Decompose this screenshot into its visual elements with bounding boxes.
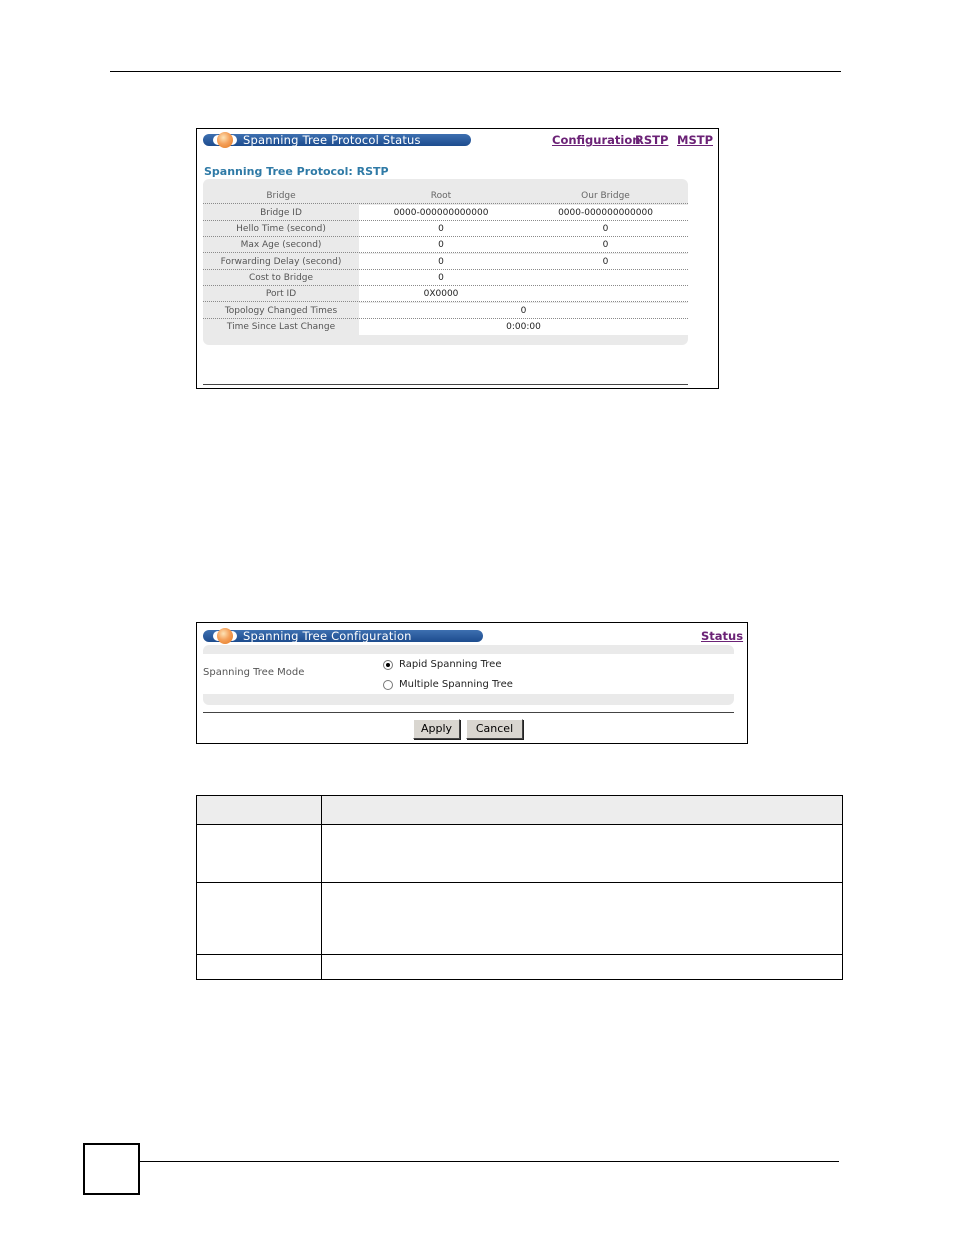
span-value: 0:00:00 xyxy=(506,322,541,332)
status-title: Spanning Tree Protocol Status xyxy=(243,133,421,147)
orb-icon xyxy=(217,628,233,644)
table-row xyxy=(203,237,688,253)
table-row xyxy=(203,319,688,335)
cancel-button[interactable]: Cancel xyxy=(466,719,523,739)
mstp-link[interactable]: MSTP xyxy=(677,133,713,147)
row-label: Topology Changed Times xyxy=(224,306,338,316)
root-value: 0 xyxy=(438,257,444,267)
table-row xyxy=(203,303,688,319)
config-form-row xyxy=(203,654,734,694)
table-header-row xyxy=(197,796,842,825)
header-bridge: Bridge xyxy=(266,191,296,201)
header-root: Root xyxy=(430,191,452,201)
row-label: Forwarding Delay (second) xyxy=(220,257,342,267)
page-number-box xyxy=(83,1143,140,1195)
stp-status-panel xyxy=(196,128,719,389)
table-row xyxy=(203,221,688,237)
radio-unselected-icon[interactable] xyxy=(383,680,393,690)
rstp-link[interactable]: RSTP xyxy=(635,133,669,147)
root-value: 0 xyxy=(438,273,444,283)
root-value: 0X0000 xyxy=(423,289,459,299)
radio-selected-icon[interactable] xyxy=(383,660,393,670)
our-value: 0 xyxy=(602,257,609,267)
table-row xyxy=(203,254,688,270)
table-row xyxy=(203,270,688,286)
root-value: 0000-000000000000 xyxy=(393,208,489,218)
apply-button[interactable]: Apply xyxy=(413,719,460,739)
config-form-bg xyxy=(203,645,734,705)
row-label: Cost to Bridge xyxy=(248,273,314,283)
row-label: Max Age (second) xyxy=(240,240,322,250)
config-title-bar xyxy=(203,630,483,642)
span-value: 0 xyxy=(520,306,527,316)
radio-label: Rapid Spanning Tree xyxy=(399,659,502,670)
configuration-link[interactable]: Configuration xyxy=(552,133,641,147)
status-bottom-rule xyxy=(203,384,688,385)
stp-config-panel xyxy=(196,622,748,744)
root-value: 0 xyxy=(438,240,444,250)
status-table-header xyxy=(203,188,688,204)
status-title-bar xyxy=(203,134,471,146)
header-our-bridge: Our Bridge xyxy=(581,191,630,201)
our-value: 0 xyxy=(602,224,609,234)
protocol-subtitle: Spanning Tree Protocol: RSTP xyxy=(204,165,389,178)
table-row xyxy=(203,286,688,302)
table-row xyxy=(203,205,688,221)
root-value: 0 xyxy=(438,224,444,234)
row-label: Port ID xyxy=(265,289,297,299)
our-value: 0000-000000000000 xyxy=(558,208,653,218)
row-label: Bridge ID xyxy=(260,208,302,218)
footer-rule xyxy=(140,1161,839,1162)
mode-label: Spanning Tree Mode xyxy=(203,667,305,678)
description-table xyxy=(196,795,843,980)
orb-icon xyxy=(217,132,233,148)
header-rule xyxy=(110,71,841,72)
radio-label: Multiple Spanning Tree xyxy=(399,679,513,690)
config-divider xyxy=(203,712,734,713)
our-value: 0 xyxy=(602,240,609,250)
row-label: Time Since Last Change xyxy=(226,322,336,332)
row-label: Hello Time (second) xyxy=(236,224,326,234)
config-title: Spanning Tree Configuration xyxy=(243,629,412,643)
status-link[interactable]: Status xyxy=(701,629,744,643)
